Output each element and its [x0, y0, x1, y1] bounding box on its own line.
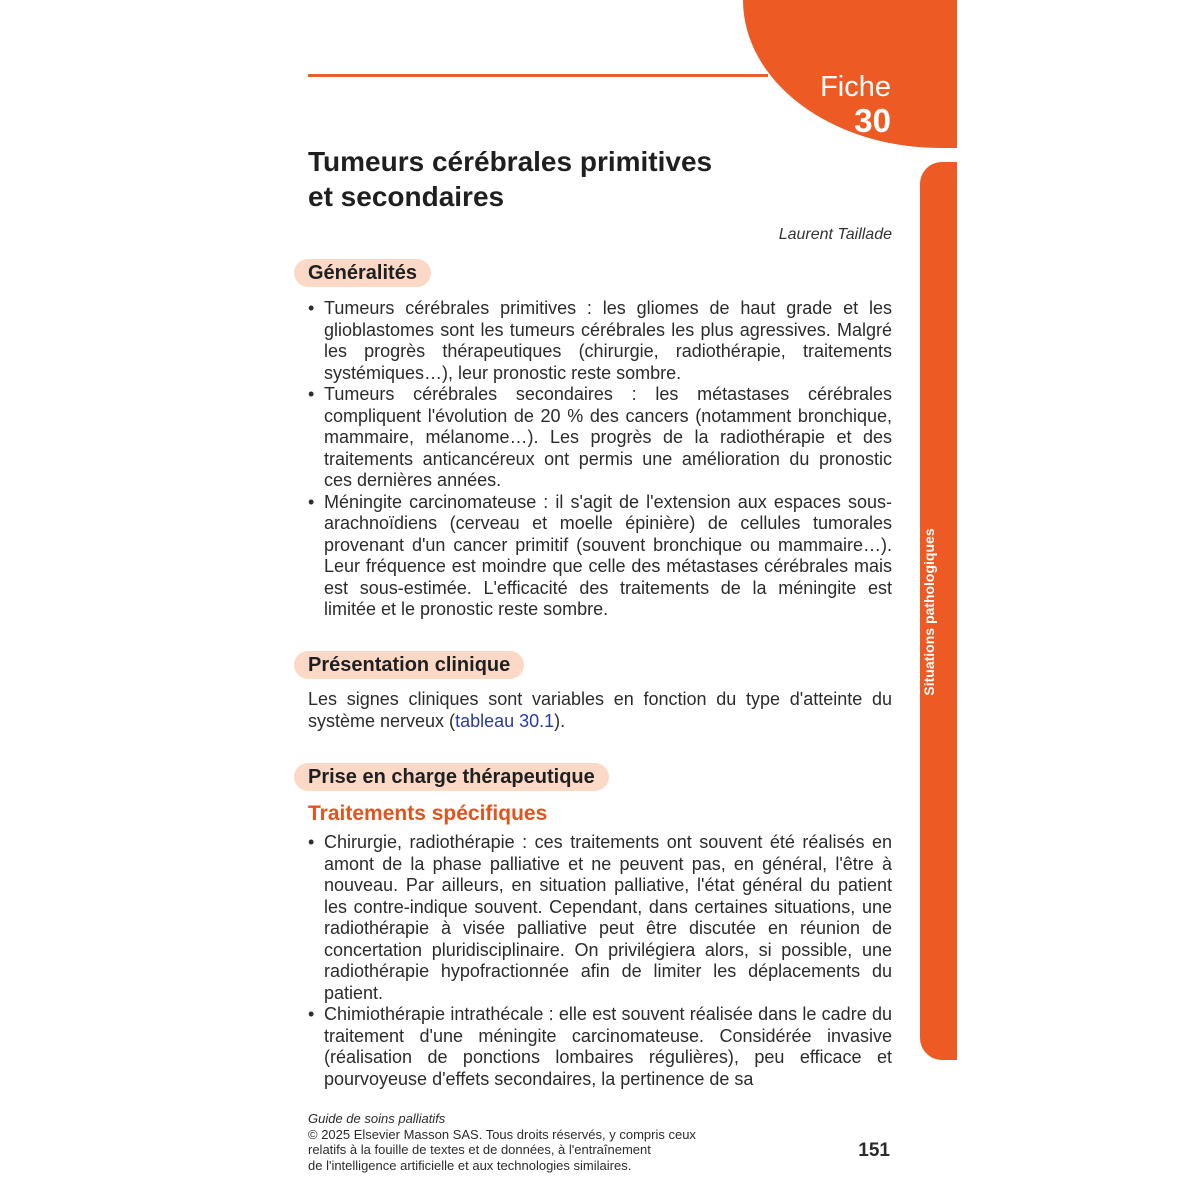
fiche-label: Fiche [820, 71, 891, 103]
copyright-line-3: de l'intelligence artificielle et aux technologies similaires. [308, 1157, 632, 1173]
table-link[interactable]: tableau 30.1 [455, 710, 555, 731]
page-number: 151 [858, 1140, 890, 1161]
fiche-badge [743, 0, 957, 148]
copyright-line-1: © 2025 Elsevier Masson SAS. Tous droits réservés, y compris ceux [308, 1126, 696, 1142]
section-heading-prise-en-charge: Prise en charge thérapeutique [294, 763, 609, 791]
section-heading-presentation: Présentation clinique [294, 651, 524, 679]
top-rule [308, 74, 768, 77]
title-line-2: et secondaires [308, 181, 505, 212]
author: Laurent Taillade [778, 226, 892, 243]
traitements-body [308, 832, 892, 1090]
list-item: • Tumeurs cérébrales secondaires : les métastases cérébrales compliquent l'évolution de 20 % des cancers (notamment bronchique, mammaire, mélanome…). Les progrès de la radiothérapie et des traitements anticancéreux ont permis une amélioration du pronostic ces dernières années. [308, 384, 892, 492]
subsection-heading-traitements: Traitements spécifiques [308, 802, 548, 825]
list-item: • Chimiothérapie intrathécale : elle est souvent réalisée dans le cadre du traitement d'une méningite carcinomateuse. Considérée invasive (réalisation de ponctions lombaires régulières), peu efficace et pourvoyeuse d'effets secondaires, la pertinence de sa [308, 1004, 892, 1090]
book-title: Guide de soins palliatifs [308, 1111, 446, 1126]
presentation-text-end: ). [554, 710, 566, 731]
section-heading-generalites: Généralités [294, 259, 431, 287]
presentation-body [308, 689, 892, 732]
presentation-text: Les signes cliniques sont variables en fonction du type d'atteinte du système nerveux ( [308, 689, 892, 731]
generalites-body [308, 298, 892, 621]
list-item: • Méningite carcinomateuse : il s'agit de l'extension aux espaces sous-arachnoïdiens (cerveau et moelle épinière) de cellules tumorales provenant d'un cancer primitif (souvent bronchique ou mammaire…). Leur fréquence est moindre que celle des métastases cérébrales mais est sous-estimée. L'efficacité des traitements de la méningite est limitée et le pronostic reste sombre. [308, 492, 892, 621]
list-item: • Tumeurs cérébrales primitives : les gliomes de haut grade et les glioblastomes sont les tumeurs cérébrales les plus agressives. Malgré les progrès thérapeutiques (chirurgie, radiothérapie, traitements systémiques…), leur pronostic reste sombre. [308, 298, 892, 384]
side-tab-label: Situations pathologiques [921, 528, 937, 696]
list-item: • Chirurgie, radiothérapie : ces traitements ont souvent été réalisés en amont de la phase palliative et ne peuvent pas, en général, l'être à nouveau. Par ailleurs, en situation palliative, l'état général du patient les contre-indique souvent. Cependant, dans certaines situations, une radiothérapie à visée palliative peut être discutée en réunion de concertation pluridisciplinaire. On privilégiera alors, si possible, une radiothérapie hypofractionnée afin de limiter les déplacements du patient. [308, 832, 892, 1004]
page-title [308, 144, 868, 214]
footer [308, 1111, 768, 1173]
fiche-number: 30 [854, 102, 891, 139]
title-line-1: Tumeurs cérébrales primitives [308, 146, 713, 177]
copyright-line-2: relatifs à la fouille de textes et de données, à l'entraînement [308, 1142, 651, 1157]
traitements-list [308, 832, 892, 1090]
generalites-list [308, 298, 892, 621]
